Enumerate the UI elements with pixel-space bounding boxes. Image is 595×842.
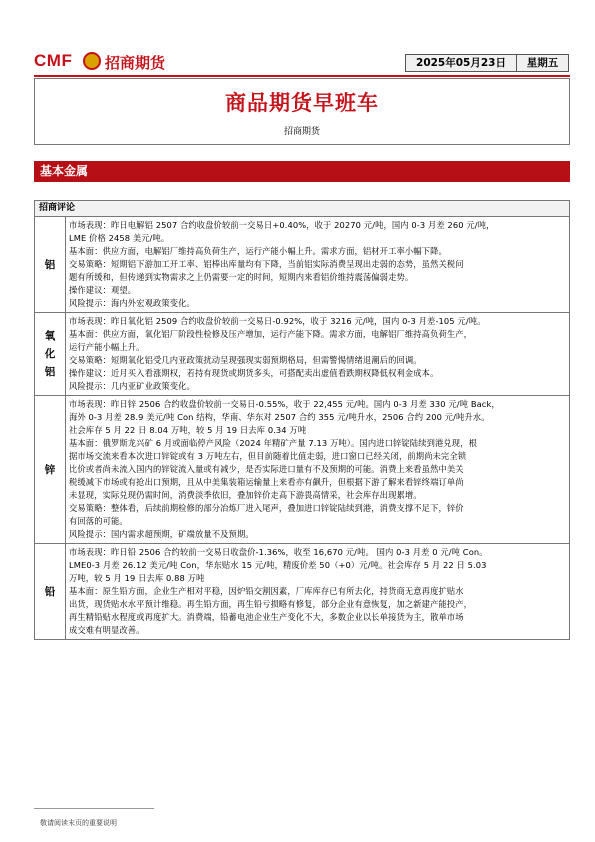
text-line: 操作建议：观望。 bbox=[69, 285, 137, 295]
text-line: 社会库存 5 月 22 日 8.04 万吨，较 5 月 19 日去库 0.34 万吨 bbox=[69, 425, 307, 435]
section-title: 基本金属 bbox=[34, 161, 570, 182]
metal-row-lead bbox=[35, 544, 569, 639]
metal-row-alumina bbox=[35, 313, 569, 396]
logo-cmf: CMF bbox=[34, 51, 73, 70]
text-line: 基本面：供应方面，电解铝厂维持高负荷生产，运行产能小幅上升。需求方面，铝材开工率小幅下降。 bbox=[69, 246, 447, 256]
footer-disclaimer: 敬请阅读末页的重要说明 bbox=[40, 819, 117, 827]
header-divider bbox=[34, 75, 570, 77]
report-weekday: 星期五 bbox=[517, 54, 569, 72]
metal-row-zinc bbox=[35, 396, 569, 544]
report-date: 2025年05月23日 bbox=[405, 54, 517, 72]
text-line: 出货，现货贴水水平预计维稳。再生铅方面，再生铅亏损略有修复，部分企业有意恢复，加之新建产能投产， bbox=[69, 599, 473, 609]
text-line: 市场表现：昨日电解铝 2507 合约收盘价较前一交易日+0.40%，收于 20270 元/吨，国内 0-3 月差 260 元/吨， bbox=[69, 220, 495, 230]
text-line: 操作建议：近月买入看涨期权，若持有现货或期货多头，可搭配卖出虚值看跌期权降低权利金成本。 bbox=[69, 368, 439, 378]
text-line: 市场表现：昨日铅 2506 合约较前一交易日收盘价-1.36%，收至 16,670 元/吨。 国内 0-3 月差 0 元/吨 Con。 bbox=[69, 547, 488, 557]
text-line: 未显现，实际兑现仍需时间，消费淡季依旧，叠加锌价走高下游畏高情采，社会库存出现累增。 bbox=[69, 490, 422, 500]
logo-emblem-icon bbox=[83, 52, 101, 70]
logo-company-name: 招商期货 bbox=[105, 54, 166, 72]
text-line: 市场表现：昨日氧化铝 2509 合约收盘价较前一交易日-0.92%，收于 3216 元/吨，国内 0-3 月差-105 元/吨。 bbox=[69, 316, 486, 326]
text-line: 有回落的可能。 bbox=[69, 516, 128, 526]
text-line: LME 价格 2458 美元/吨。 bbox=[69, 233, 170, 243]
footer-divider bbox=[34, 808, 154, 809]
comment-table bbox=[34, 200, 570, 640]
text-line: LME0-3 月差 26.12 美元/吨 Con，华东贴水 15 元/吨，精废价差 50（+0）元/吨。社会库存 5 月 22 日 5.03 bbox=[69, 560, 487, 570]
row-label: 锌 bbox=[35, 396, 66, 543]
text-line: 基本面：俄罗斯龙兴矿 6 月或面临停产风险（2024 年精矿产量 7.13 万吨）。国内进口锌锭陆续到港兑现，根 bbox=[69, 438, 477, 448]
row-text bbox=[66, 396, 569, 543]
page-header bbox=[34, 52, 570, 74]
text-line: 题有所缓和，但传递到实物需求之上仍需要一定的时间，短期内来看铝价维持震荡偏弱走势。 bbox=[69, 272, 414, 282]
text-line: 税缓减下市场或有抢出口预期，且从中美集装箱运输量上来看亦有飙升，但根据下游了解来看锌终端订单尚 bbox=[69, 477, 464, 487]
page-subtitle: 招商期货 bbox=[283, 127, 320, 137]
text-line: 风险提示：国内需求超预期，矿端放量不及预期。 bbox=[69, 529, 254, 539]
text-line: 风险提示：几内亚矿业政策变化。 bbox=[69, 381, 195, 391]
text-line: 交易策略：短期铝下游加工开工率、铝棒出库量均有下降，当前铝实际消费呈现出走弱的态势，虽然关税问 bbox=[69, 259, 464, 269]
page-title: 商品期货早班车 bbox=[225, 91, 379, 115]
text-line: 海外 0-3 月差 28.9 美元/吨 Con 结构，华南、华东对 2507 合约 355 元/吨升水，2506 合约 200 元/吨升水。 bbox=[69, 412, 490, 422]
title-box bbox=[34, 78, 570, 145]
text-line: 交易策略：短期氧化铝受几内亚政策扰动呈现强现实弱预期格局，但需警惕情绪退潮后的回调。 bbox=[69, 355, 422, 365]
text-line: 风险提示：海内外宏观政策变化。 bbox=[69, 298, 195, 308]
row-label: 铅 bbox=[35, 544, 66, 639]
row-text bbox=[66, 544, 569, 639]
text-line: 再生精铅贴水程度或再度扩大。消费端，铅蓄电池企业生产变化不大，多数企业以长单接货为主，散单市场 bbox=[69, 612, 464, 622]
text-line: 交易策略：整体看，后续前期检修的部分冶炼厂进入尾声，叠加进口锌锭陆续到港，消费支撑不足下，锌价 bbox=[69, 503, 464, 513]
text-line: 成交难有明显改善。 bbox=[69, 625, 145, 635]
row-text bbox=[66, 313, 569, 395]
comment-header: 招商评论 bbox=[35, 201, 569, 217]
metal-row-aluminum bbox=[35, 217, 569, 313]
text-line: 基本面：原生铅方面，企业生产相对平稳，因炉铅交割因素，厂库库存已有所去化，持货商无意再度扩贴水 bbox=[69, 586, 464, 596]
text-line: 运行产能小幅上升。 bbox=[69, 342, 145, 352]
row-text bbox=[66, 217, 569, 312]
row-label: 铝 bbox=[35, 217, 66, 312]
text-line: 万吨，较 5 月 19 日去库 0.88 万吨 bbox=[69, 573, 205, 583]
text-line: 基本面：供应方面，氧化铝厂阶段性检修及压产增加，运行产能下降。需求方面，电解铝厂维持高负荷生产， bbox=[69, 329, 473, 339]
text-line: 市场表现：昨日锌 2506 合约收盘价较前一交易日-0.55%，收于 22,455 元/吨。国内 0-3 月差 330 元/吨 Back， bbox=[69, 399, 500, 409]
text-line: 据市场交流来看本次进口锌锭或有 3 万吨左右，但目前随着比值走弱，进口窗口已经关闭，前期尚未完全锁 bbox=[69, 451, 467, 461]
row-label: 氧化铝 bbox=[35, 313, 66, 395]
text-line: 比价或者尚未流入国内的锌锭流入量或有减少，是否实际进口量有不及预期的可能。消费上来看虽然中美关 bbox=[69, 464, 464, 474]
